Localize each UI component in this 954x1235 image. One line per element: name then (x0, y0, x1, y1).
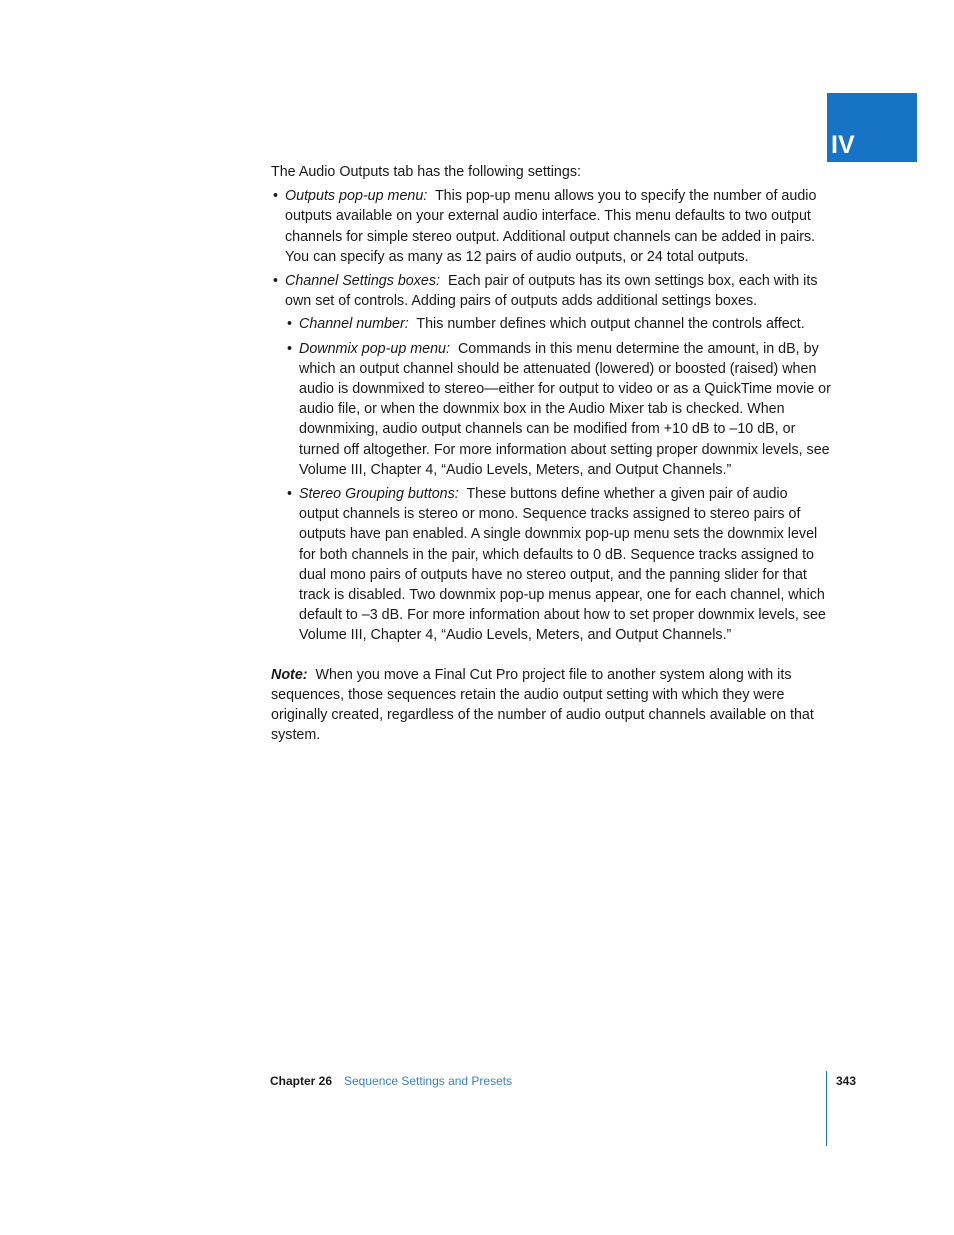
sub-list-item-text: Commands in this menu determine the amount, in dB, by which an output channel should be attenuated (lowered) or boosted (raised) when audio is downmixed to stereo—either for output to video or as a QuickTime movie or audio file, or when the downmix box in the Audio Mixer tab is checked. When downmixing, audio output channels can be modified from +10 dB to –10 dB, or turned off altogether. For more information about setting proper downmix levels, see Volume III, Chapter 4, “Audio Levels, Meters, and Output Channels.” (299, 340, 831, 478)
sub-list-item-text: This number defines which output channel the controls affect. (416, 316, 805, 333)
list-item (271, 271, 831, 646)
list-item-text: This pop-up menu allows you to specify the number of audio outputs available on your external audio interface. This menu defaults to two output channels for simple stereo output. Additional output channels can be added in pairs. You can specify as many as 12 pairs of audio outputs, or 24 total outputs. (285, 188, 817, 265)
note-text: When you move a Final Cut Pro project file to another system along with its sequences, those sequences retain the audio output setting with which they were originally created, regardless of the number of audio output channels available on that system. (271, 666, 814, 744)
footer-chapter-title[interactable]: Sequence Settings and Presets (344, 1074, 513, 1088)
sub-list-item (285, 484, 831, 646)
footer-chapter-number: Chapter 26 (270, 1074, 333, 1088)
list-item-term: Outputs pop-up menu: (285, 188, 428, 205)
sub-list (285, 314, 831, 645)
footer-page-number: 343 (836, 1074, 857, 1088)
sub-list-item-term: Channel number: (299, 316, 409, 333)
sub-list-item (285, 314, 831, 334)
sub-list-item-term: Stereo Grouping buttons: (299, 486, 459, 503)
note-label: Note: (271, 666, 308, 683)
list-item (271, 186, 831, 267)
sub-list-item-term: Downmix pop-up menu: (299, 340, 450, 357)
list-item-term: Channel Settings boxes: (285, 273, 440, 290)
list-item-text: Each pair of outputs has its own settings box, each with its own set of controls. Adding pairs of outputs adds additional settings boxes. (285, 273, 818, 310)
part-tab (827, 93, 917, 162)
part-tab-label: IV (831, 131, 855, 159)
footer-divider (826, 1071, 827, 1146)
settings-list (271, 186, 831, 645)
sub-list-item (285, 339, 831, 480)
sub-list-item-text: These buttons define whether a given pair of audio output channels is stereo or mono. Sequence tracks assigned to stereo pairs of outputs have pan enabled. A single downmix pop-up menu sets the downmix level for both channels in the pair, which defaults to 0 dB. Sequence tracks assigned to dual mono pairs of outputs have no stereo output, and the panning slider for that track is disabled. Two downmix pop-up menus appear, one for each channel, which default to –3 dB. For more information about how to set proper downmix levels, see Volume III, Chapter 4, “Audio Levels, Meters, and Output Channels.” (299, 486, 826, 644)
intro-paragraph: The Audio Outputs tab has the following settings: (271, 164, 581, 180)
main-content (271, 162, 831, 745)
note-paragraph (271, 665, 831, 746)
